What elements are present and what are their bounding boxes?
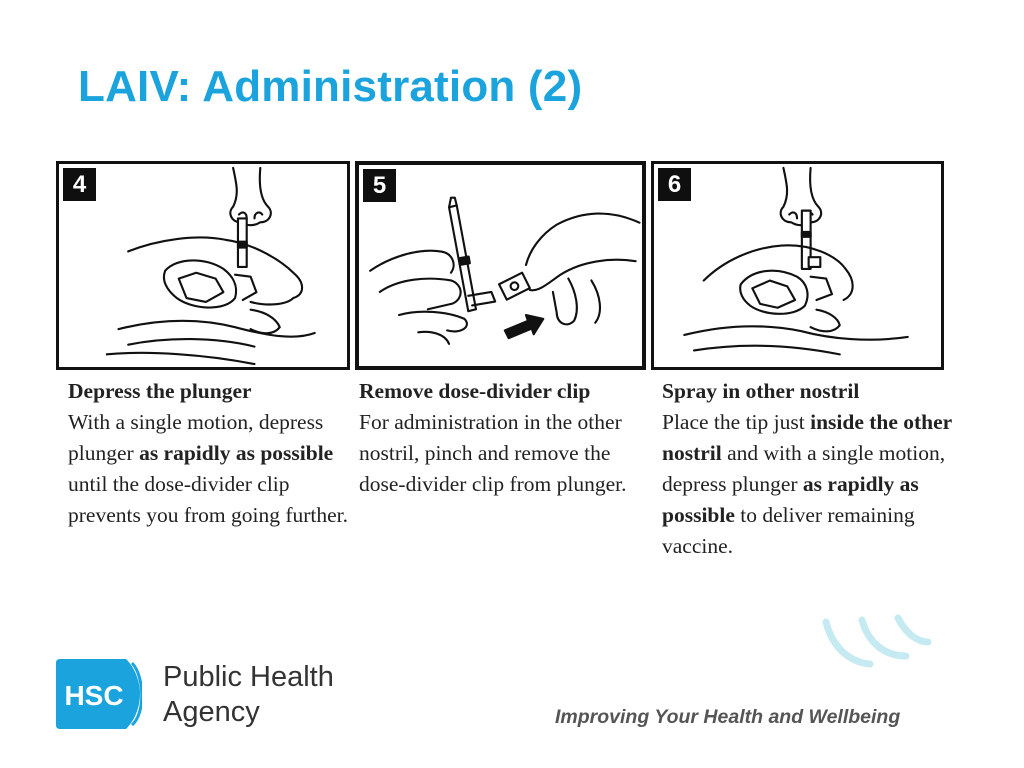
step-4-illustration — [56, 161, 350, 370]
step-number-badge: 5 — [363, 169, 396, 202]
hand-spraying-other-nostril-icon — [654, 164, 941, 367]
nose-icon — [230, 168, 270, 225]
step-heading: Spray in other nostril — [662, 379, 860, 403]
step-number-badge: 4 — [63, 168, 96, 201]
hands-removing-clip-icon — [359, 165, 642, 366]
hsc-logo-icon — [56, 659, 142, 729]
slide-title: LAIV: Administration (2) — [78, 62, 583, 111]
step-5-caption: Remove dose-divider clip For administration in the other nostril, pinch and remove the dose-divider clip from plunger. — [359, 376, 644, 500]
step-number-badge: 6 — [658, 168, 691, 201]
step-5-illustration — [355, 161, 646, 370]
step-heading: Depress the plunger — [68, 379, 252, 403]
step-4-caption: Depress the plunger With a single motion, depress plunger as rapidly as possible until the dose-divider clip prevents you from going further. — [68, 376, 358, 531]
footer-tagline: Improving Your Health and Wellbeing — [555, 706, 901, 728]
hand-icon — [370, 251, 453, 273]
hand-spraying-nostril-icon — [59, 164, 347, 367]
dose-divider-clip-icon — [499, 273, 530, 300]
step-6-caption: Spray in other nostril Place the tip just inside the other nostril and with a single motion, depress plunger as rapidly as possible to deliver remaining vaccine. — [662, 376, 952, 562]
arrow-right-icon — [505, 315, 543, 338]
watermark-swoosh-icon — [822, 612, 932, 670]
hand-icon — [128, 237, 302, 304]
organization-name: Public Health Agency — [163, 661, 334, 728]
logo-mark-text: HSC — [64, 680, 124, 711]
step-heading: Remove dose-divider clip — [359, 379, 591, 403]
step-6-illustration — [651, 161, 944, 370]
